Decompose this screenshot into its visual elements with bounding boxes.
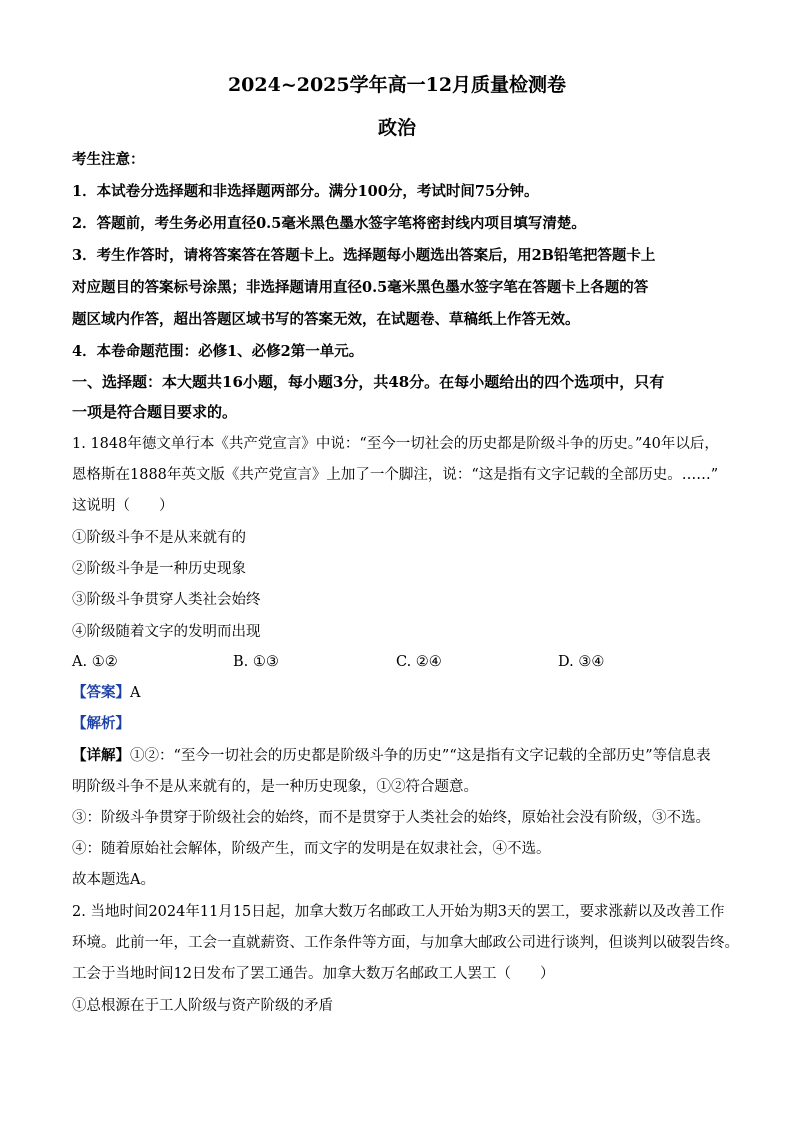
notice-item-4: 4．本卷命题范围：必修1、必修2第一单元。 [72,343,364,360]
q2-statement-1: ①总根源在于工人阶级与资产阶级的矛盾 [72,998,333,1014]
q1-stem-1: 1. 1848年德文单行本《共产党宣言》中说：“至今一切社会的历史都是阶级斗争的历史。”40年以后， [72,436,719,452]
q2-stem-1: 2. 当地时间2024年11月15日起，加拿大数万名邮政工人开始为期3天的罢工，要求涨薪以及改善工作 [72,904,725,920]
q1-detail-3: ③：阶级斗争贯穿于阶级社会的始终，而不是贯穿于人类社会的始终，原始社会没有阶级，③不选。 [72,810,710,826]
q1-option-c: C. ②④ [396,654,442,670]
section-heading-cont: 一项是符合题目要求的。 [72,403,238,421]
q1-stem-2: 恩格斯在1888年英文版《共产党宣言》上加了一个脚注，说：“这是指有文字记载的全部历史。……” [72,467,719,483]
q1-answer [72,683,722,703]
q1-statement-1: ①阶级斗争不是从来就有的 [72,530,246,546]
notice-item-2: 2．答题前，考生务必用直径0.5毫米黑色墨水签字笔将密封线内项目填写清楚。 [72,215,586,232]
notice-item-1: 1．本试卷分选择题和非选择题两部分。满分100分，考试时间75分钟。 [72,183,539,200]
q1-detail-4: ④：随着原始社会解体，阶级产生，而文字的发明是在奴隶社会，④不选。 [72,841,551,857]
q1-detail-5: 故本题选A。 [72,872,155,888]
notice-item-3-cont: 对应题目的答案标号涂黑；非选择题请用直径0.5毫米黑色墨水签字笔在答题卡上各题的答 [72,279,649,296]
q1-analysis [72,714,722,734]
notice-item-3: 3．考生作答时，请将答案答在答题卡上。选择题每小题选出答案后，用2B铅笔把答题卡上 [72,247,656,264]
exam-title: 2024~2025学年高一12月质量检测卷 [227,74,567,96]
answer-label: 【答案】 [72,684,130,701]
subject-title: 政治 [377,117,416,139]
q1-option-d: D. ③④ [558,654,605,670]
q1-statement-2: ②阶级斗争是一种历史现象 [72,561,246,577]
q1-option-b: B. ①③ [233,654,279,670]
q2-stem-3: 工会于当地时间12日发布了罢工通告。加拿大数万名邮政工人罢工（ ） [72,966,555,982]
q1-detail-2: 明阶级斗争不是从来就有的，是一种历史现象，①②符合题意。 [72,779,478,795]
q1-option-a: A. ①② [72,654,118,670]
notice-item-3-cont2: 题区域内作答，超出答题区域书写的答案无效，在试题卷、草稿纸上作答无效。 [72,311,580,328]
q1-detail-1 [72,746,722,766]
section-heading: 一、选择题：本大题共16小题，每小题3分，共48分。在每小题给出的四个选项中，只有 [72,373,665,391]
detail-text-1: ①②：“至今一切社会的历史都是阶级斗争的历史”“这是指有文字记载的全部历史”等信息表 [130,748,711,764]
q2-stem-2: 环境。此前一年，工会一直就薪资、工作条件等方面，与加拿大邮政公司进行谈判，但谈判以破裂告终。 [72,935,739,951]
q1-statement-4: ④阶级随着文字的发明而出现 [72,624,261,640]
analysis-label: 【解析】 [72,715,130,732]
q1-stem-3: 这说明（ ） [72,498,174,514]
q1-statement-3: ③阶级斗争贯穿人类社会始终 [72,592,261,608]
answer-value: A [130,685,141,701]
detail-label: 【详解】 [72,747,130,764]
notice-heading: 考生注意： [72,151,145,168]
